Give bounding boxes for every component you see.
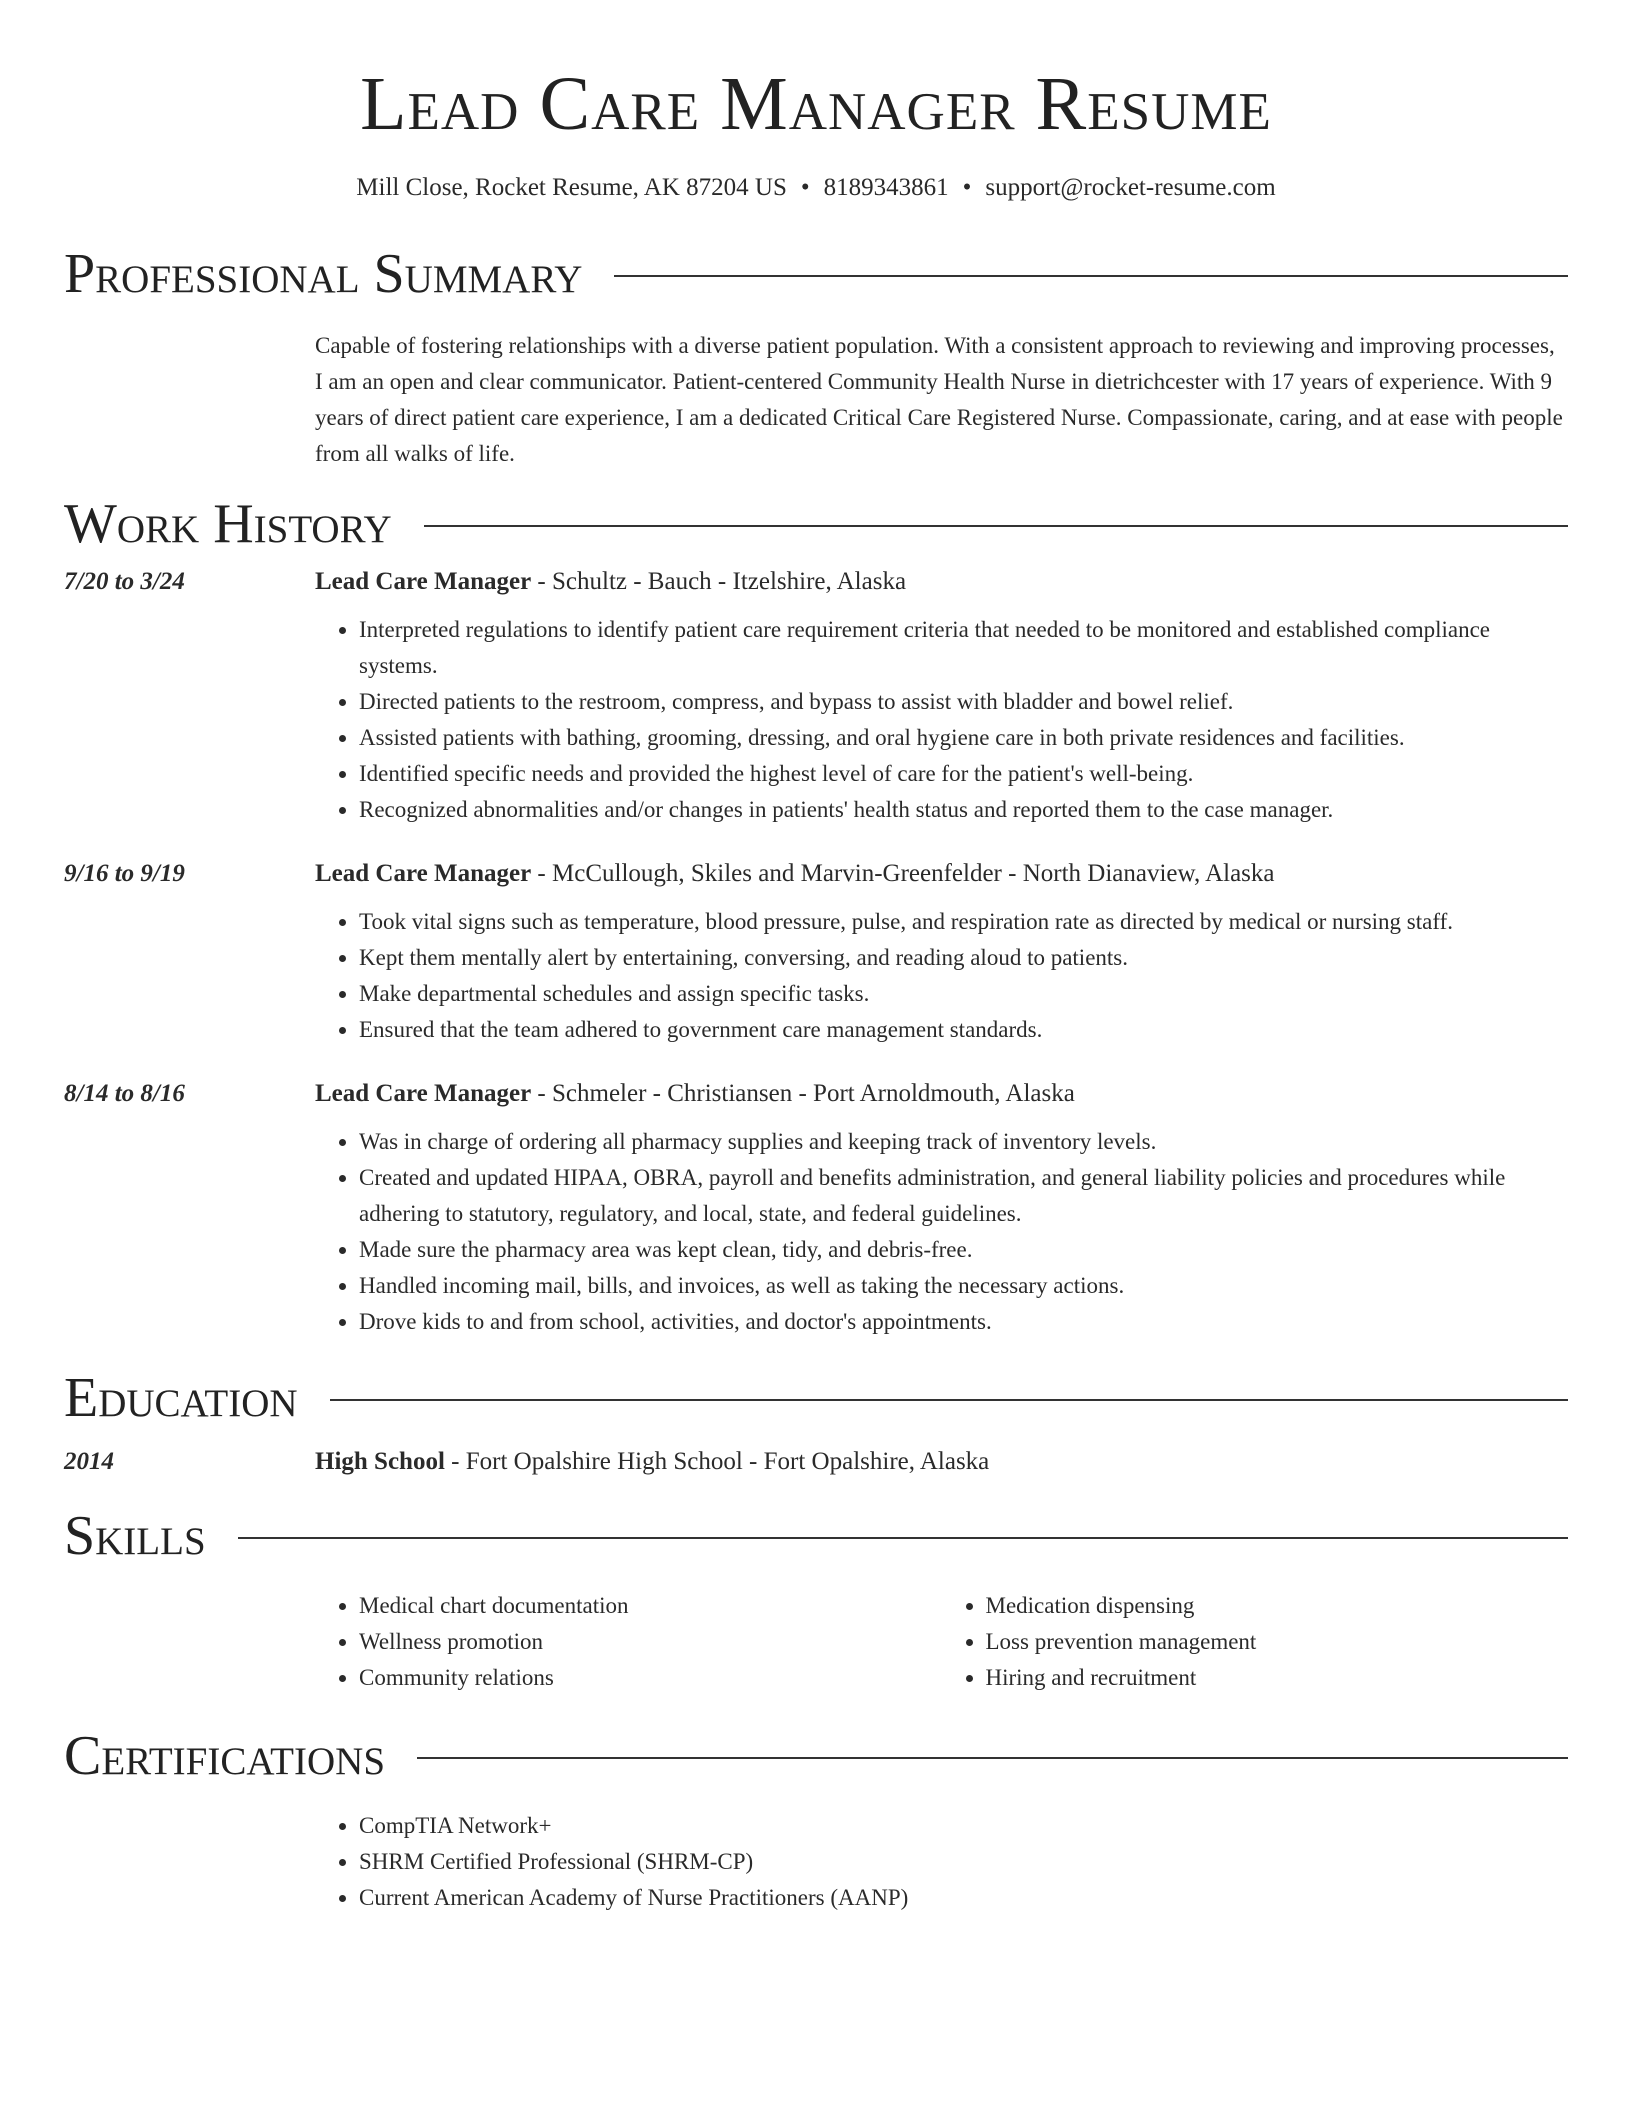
summary-text: Capable of fostering relationships with a diverse patient population. With a consistent approach to reviewing and improving processes, I am an open and clear communicator. Patient-centered Community Health Nurse in dietrichcester with 17 years of experience. With 9 years of direct patient care experience, I am a dedicated Critical Care Registered Nurse. Compassionate, caring, and at ease with people from all walks of life. <box>315 333 1563 466</box>
certification-item: • Current American Academy of Nurse Practitioners (AANP) <box>359 1880 1568 1916</box>
job-dates: 9/16 to 9/19 <box>64 860 185 887</box>
job-dates: 7/20 to 3/24 <box>64 568 185 595</box>
certifications-heading: Certifications <box>64 1725 386 1787</box>
job-bullet: • Drove kids to and from school, activities, and doctor's appointments. <box>359 1304 1568 1340</box>
certifications-bullets <box>315 1808 1568 1916</box>
summary-row <box>64 328 1568 472</box>
work-heading: Work History <box>64 493 392 555</box>
job-bullet: • Identified specific needs and provided the highest level of care for the patient's well-being. <box>359 756 1568 792</box>
job-bullet: • Created and updated HIPAA, OBRA, payroll and benefits administration, and general liability policies and procedures while adhering to statutory, regulatory, and local, state, and federal guidelines. <box>359 1160 1568 1232</box>
job-content <box>315 858 1568 1048</box>
summary-section-header <box>64 242 1568 306</box>
resume-title: Lead Care Manager Resume <box>360 62 1272 146</box>
certifications-section-header <box>64 1724 1568 1788</box>
work-section-header <box>64 492 1568 556</box>
education-details: - Fort Opalshire High School - Fort Opalshire, Alaska <box>444 1448 990 1475</box>
job-details: - Schultz - Bauch - Itzelshire, Alaska <box>531 568 907 595</box>
job-bullet: • Took vital signs such as temperature, blood pressure, pulse, and respiration rate as directed by medical or nursing staff. <box>359 904 1568 940</box>
job-bullet: • Was in charge of ordering all pharmacy supplies and keeping track of inventory levels. <box>359 1124 1568 1160</box>
section-divider <box>424 525 1568 527</box>
separator-dot: • <box>962 174 972 201</box>
section-divider <box>417 1757 1568 1759</box>
job-bullets <box>315 904 1568 1048</box>
job-content <box>315 566 1568 828</box>
skill-item: • Medication dispensing <box>986 1588 1569 1624</box>
skill-item: • Community relations <box>359 1660 942 1696</box>
certifications-spacer <box>64 1808 315 1916</box>
job-header <box>315 566 1568 598</box>
education-entry <box>64 1446 1568 1478</box>
job-bullets <box>315 612 1568 828</box>
section-divider <box>330 1399 1568 1401</box>
skill-item: • Wellness promotion <box>359 1624 942 1660</box>
job-content <box>315 1078 1568 1340</box>
skill-item: • Loss prevention management <box>986 1624 1569 1660</box>
summary-spacer <box>64 328 315 472</box>
skill-item: • Medical chart documentation <box>359 1588 942 1624</box>
certification-item: • CompTIA Network+ <box>359 1808 1568 1844</box>
job-bullet: • Directed patients to the restroom, compress, and bypass to assist with bladder and bowel relief. <box>359 684 1568 720</box>
skills-heading: Skills <box>64 1505 206 1567</box>
skills-section-header <box>64 1504 1568 1568</box>
job-header <box>315 858 1568 890</box>
section-divider <box>614 275 1568 277</box>
job-bullet: • Make departmental schedules and assign specific tasks. <box>359 976 1568 1012</box>
job-details: - Schmeler - Christiansen - Port Arnoldmouth, Alaska <box>531 1080 1075 1107</box>
job-entry <box>64 858 1568 1048</box>
job-bullets <box>315 1124 1568 1340</box>
education-heading: Education <box>64 1367 298 1429</box>
skill-item: • Hiring and recruitment <box>986 1660 1569 1696</box>
job-bullet: • Interpreted regulations to identify patient care requirement criteria that needed to be monitored and established compliance systems. <box>359 612 1568 684</box>
skills-column-right <box>942 1588 1569 1696</box>
skills-list <box>315 1588 1568 1696</box>
job-dates: 8/14 to 8/16 <box>64 1080 185 1107</box>
job-entry <box>64 566 1568 828</box>
job-bullet: • Kept them mentally alert by entertaining, conversing, and reading aloud to patients. <box>359 940 1568 976</box>
job-bullet: • Assisted patients with bathing, grooming, dressing, and oral hygiene care in both private residences and facilities. <box>359 720 1568 756</box>
separator-dot: • <box>800 174 810 201</box>
job-bullet: • Ensured that the team adhered to government care management standards. <box>359 1012 1568 1048</box>
certifications-list <box>315 1808 1568 1916</box>
job-bullet: • Recognized abnormalities and/or changes in patients' health status and reported them to the case manager. <box>359 792 1568 828</box>
job-entry <box>64 1078 1568 1340</box>
education-section-header <box>64 1366 1568 1430</box>
resume-page <box>64 0 1568 1916</box>
contact-address: Mill Close, Rocket Resume, AK 87204 US <box>356 174 787 201</box>
summary-heading: Professional Summary <box>64 243 583 305</box>
certification-item: • SHRM Certified Professional (SHRM-CP) <box>359 1844 1568 1880</box>
education-content <box>315 1446 1568 1478</box>
job-bullet: • Made sure the pharmacy area was kept clean, tidy, and debris-free. <box>359 1232 1568 1268</box>
skills-column-left <box>315 1588 942 1696</box>
job-header <box>315 1078 1568 1110</box>
job-title: Lead Care Manager <box>315 860 532 887</box>
skills-spacer <box>64 1588 315 1696</box>
contact-line <box>64 172 1568 204</box>
job-title: Lead Care Manager <box>315 1080 532 1107</box>
education-year: 2014 <box>64 1448 114 1475</box>
job-details: - McCullough, Skiles and Marvin-Greenfelder - North Dianaview, Alaska <box>531 860 1275 887</box>
contact-email: support@rocket-resume.com <box>985 174 1276 201</box>
job-bullet: • Handled incoming mail, bills, and invoices, as well as taking the necessary actions. <box>359 1268 1568 1304</box>
section-divider <box>238 1537 1568 1539</box>
certifications-row <box>64 1808 1568 1916</box>
job-title: Lead Care Manager <box>315 568 532 595</box>
contact-phone: 8189343861 <box>823 174 949 201</box>
skills-row <box>64 1588 1568 1696</box>
education-degree: High School <box>315 1448 445 1475</box>
